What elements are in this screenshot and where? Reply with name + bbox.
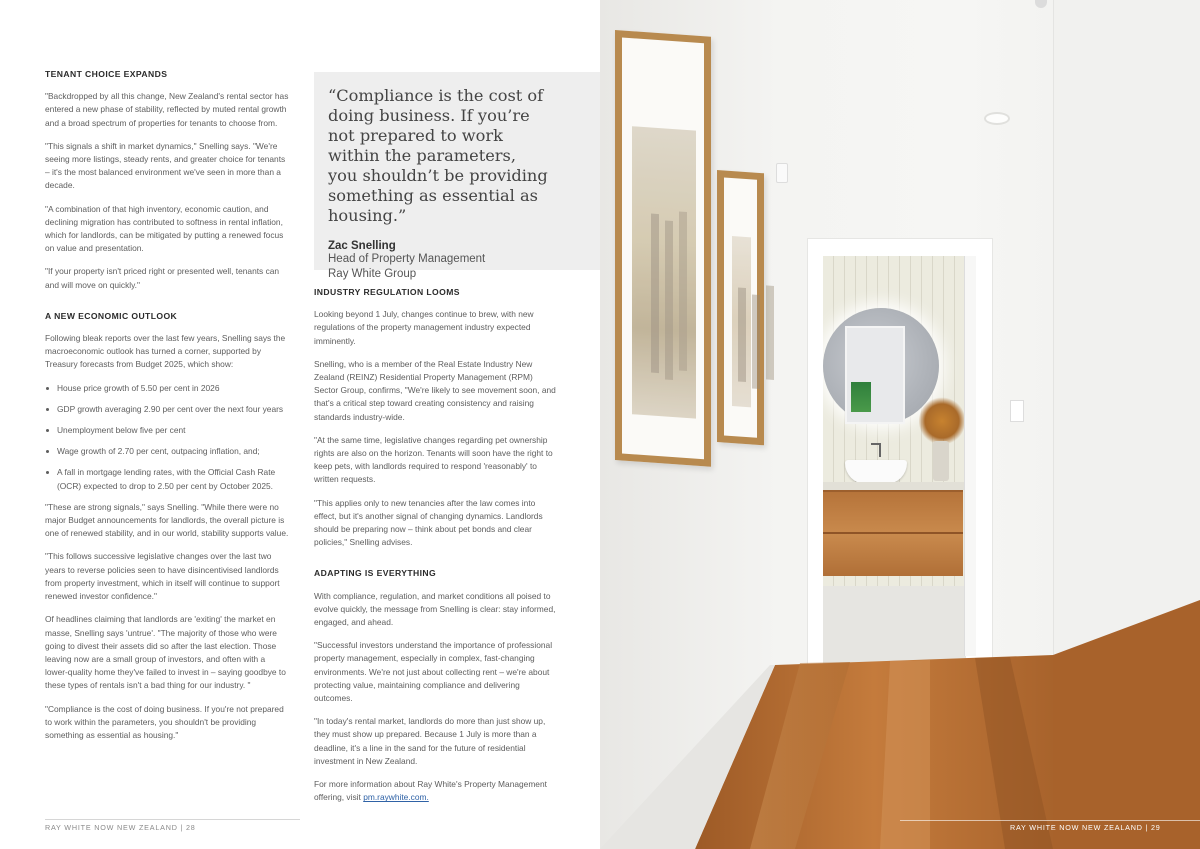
artwork-print bbox=[632, 126, 696, 418]
paragraph: "This applies only to new tenancies after the law comes into effect, but it's another signal of changing dynamics. Landlords should be preparing now – think about pet bonds and clear policies," Snelling advises. bbox=[314, 497, 543, 548]
page-number-right: RAY WHITE NOW NEW ZEALAND | 29 bbox=[1010, 823, 1161, 832]
paragraph: "If your property isn't priced right or presented well, tenants can and will move on quickly." bbox=[45, 266, 280, 290]
footer-rule bbox=[45, 819, 300, 820]
framed-artwork-small bbox=[717, 170, 764, 445]
closing-paragraph bbox=[314, 778, 559, 804]
paragraph: "Successful investors understand the importance of professional property management, especially in complex, fast-changing environments. We're not just about collecting rent – we're about protecting value, maintaining compliance and delivering outcomes. bbox=[314, 640, 553, 704]
paragraph: "A combination of that high inventory, economic caution, and declining migration has contributed to softness in rental inflation, which for landlords, can be mitigated by putting a renewed focus on value and presentation. bbox=[45, 203, 284, 254]
pull-quote-role: Head of Property Management bbox=[328, 253, 486, 265]
paragraph: "These are strong signals," says Snelling. "While there were no major Budget announcements for landlords, the overall picture is one of renewed stability, and in our world, stability supports value. bbox=[45, 501, 289, 539]
heading-economic-outlook: A NEW ECONOMIC OUTLOOK bbox=[45, 310, 178, 321]
paragraph: "This signals a shift in market dynamics," Snelling says. "We're seeing more listings, steady rents, and greater choice for tenants – it's the most balanced environment we've seen in more than a decade. bbox=[45, 140, 286, 191]
heading-tenant-choice: TENANT CHOICE EXPANDS bbox=[45, 69, 168, 79]
column-left bbox=[45, 68, 290, 752]
list-item: Unemployment below five per cent bbox=[45, 424, 290, 437]
paragraph: "This follows successive legislative changes over the last two years to reverse policies seen to have disincentivised landlords from property investment, which in itself will continue to support renewed investor confidence." bbox=[45, 551, 280, 602]
paragraph: With compliance, regulation, and market conditions all poised to evolve quickly, the message from Snelling is clear: stay informed, engaged, and ahead. bbox=[314, 590, 556, 628]
floor-side bbox=[1053, 600, 1200, 849]
pull-quote bbox=[314, 72, 600, 280]
paragraph: "Backdropped by all this change, New Zealand's rental sector has entered a new phase of stability, reflected by muted rental growth and a broad spectrum of properties for tenants to choose from. bbox=[45, 91, 289, 128]
paragraph: "Compliance is the cost of doing business. If you're not prepared to work within the parameters, you shouldn't be providing something as essential as housing." bbox=[45, 703, 284, 740]
paragraph: Following bleak reports over the last few years, Snelling says the macroeconomic outlook has turned a corner, supported by Treasury forecasts from Budget 2025, which show: bbox=[45, 333, 286, 370]
hallway-photo bbox=[600, 0, 1200, 849]
website-link[interactable]: pm.raywhite.com. bbox=[363, 792, 429, 803]
artwork-print bbox=[732, 236, 751, 407]
heading-adapting: ADAPTING IS EVERYTHING bbox=[314, 568, 437, 579]
paragraph: Of headlines claiming that landlords are 'exiting' the market en masse, Snelling says 'untrue'. "The majority of those who were going to divest their assets did so after the last election. Those leaving now are a small group of investors, and often with a lower-quality home they've failed to invest in – saying goodbye to these types of rentals isn't a bad thing for our industry. " bbox=[45, 614, 286, 691]
framed-artwork-large bbox=[615, 30, 711, 467]
paragraph: Snelling, who is a member of the Real Estate Industry New Zealand (REINZ) Residential Property Management (RPM) Sector Group, confirms, "We're likely to see movement soon, and that's a critical step toward creating consistency and raising standards industry-wide. bbox=[314, 358, 556, 422]
list-item: A fall in mortgage lending rates, with the Official Cash Rate (OCR) expected to drop to 2.50 per cent by October 2025. bbox=[45, 466, 290, 492]
pull-quote-organisation: Ray White Group bbox=[328, 268, 417, 280]
column-right bbox=[314, 286, 559, 815]
closing-text: For more information about Ray White's Property Management offering, visit bbox=[314, 779, 547, 803]
list-item: House price growth of 5.50 per cent in 2026 bbox=[45, 382, 290, 395]
paragraph: Looking beyond 1 July, changes continue to brew, with new regulations of the property management industry expected imminently. bbox=[314, 309, 534, 346]
paragraph: "In today's rental market, landlords do more than just show up, they must show up prepared. Because 1 July is more than a deadline, it's a line in the sand for the future of residential investment in New Zealand. bbox=[314, 716, 546, 766]
heading-regulation: INDUSTRY REGULATION LOOMS bbox=[314, 287, 460, 297]
page-number-left: RAY WHITE NOW NEW ZEALAND | 28 bbox=[45, 823, 196, 832]
paragraph: "At the same time, legislative changes regarding pet ownership rights are also on the horizon. Tenants will soon have the right to keep pets, with landlords required to respond 'reasonably' to written requests. bbox=[314, 434, 553, 485]
pull-quote-text: “Compliance is the cost of doing business. If you’re not prepared to work within the parameters, you shouldn’t be providing something as essential as housing.” bbox=[328, 86, 548, 225]
list-item: GDP growth averaging 2.90 per cent over the next four years bbox=[45, 403, 290, 416]
list-item: Wage growth of 2.70 per cent, outpacing inflation, and; bbox=[45, 445, 290, 458]
footer-rule bbox=[900, 820, 1200, 821]
pull-quote-author: Zac Snelling bbox=[328, 240, 396, 252]
forecast-list bbox=[45, 382, 290, 493]
